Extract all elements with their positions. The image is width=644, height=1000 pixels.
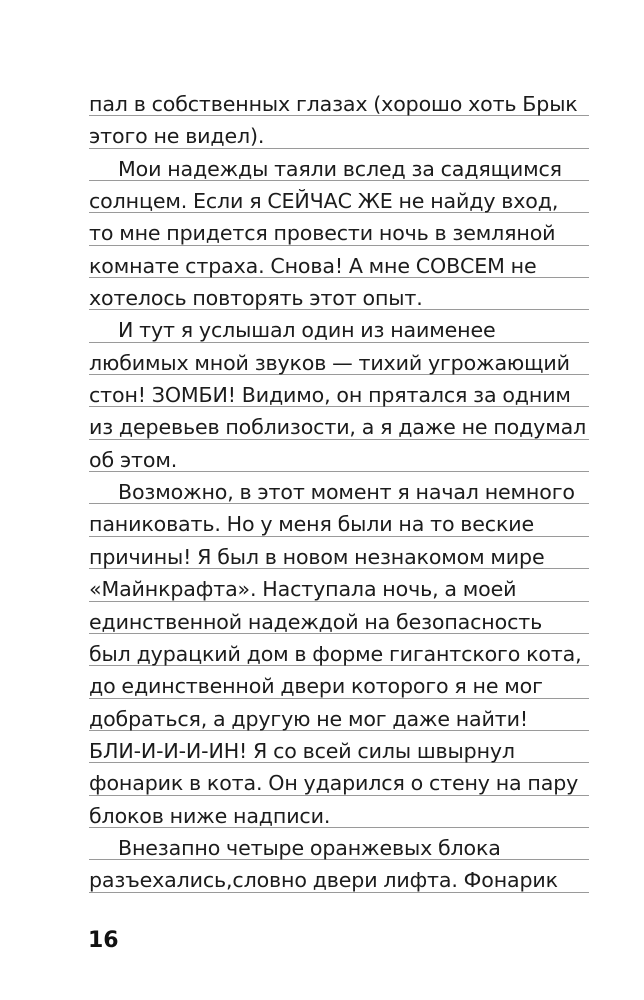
- text-line-content: из деревьев поблизости, а я даже не подумал: [89, 415, 587, 440]
- text-line-content: солнцем. Если я СЕЙЧАС ЖЕ не найду вход,: [89, 189, 559, 214]
- text-line-content: стон! ЗОМБИ! Видимо, он прятался за одним: [89, 383, 571, 408]
- text-line-content: об этом.: [89, 447, 178, 472]
- text-line-content: Внезапно четыре оранжевых блока: [118, 835, 501, 860]
- text-line: [89, 602, 589, 634]
- text-line: [89, 440, 589, 472]
- text-line: [89, 634, 589, 666]
- text-line-content: причины! Я был в новом незнакомом мире: [89, 544, 545, 569]
- text-line-content: был дурацкий дом в форме гигантского кота,: [89, 641, 582, 666]
- text-line: [89, 375, 589, 407]
- text-line: [89, 666, 589, 698]
- text-line-content: Мои надежды таяли вслед за садящимся: [118, 156, 562, 181]
- text-line: [89, 116, 589, 148]
- text-line-content: комнате страха. Снова! А мне СОВСЕМ не: [89, 253, 537, 278]
- text-line-content: БЛИ-И-И-И-ИН! Я со всей силы швырнул: [89, 738, 515, 763]
- text-line: [89, 796, 589, 828]
- page-number: 16: [88, 928, 119, 953]
- text-line: [89, 84, 589, 116]
- text-line-content: «Майнкрафта». Наступала ночь, а моей: [89, 577, 517, 602]
- text-line: [89, 407, 589, 439]
- text-line: [89, 860, 589, 892]
- text-line: [89, 246, 589, 278]
- text-line: [89, 343, 589, 375]
- text-line: [89, 699, 589, 731]
- text-line: [89, 569, 589, 601]
- text-line: [89, 472, 589, 504]
- text-line-content: добраться, а другую не мог даже найти!: [89, 706, 528, 731]
- page-text-block: [89, 84, 589, 893]
- text-line-content: блоков ниже надписи.: [89, 803, 331, 828]
- text-line-content: единственной надеждой на безопасность: [89, 609, 543, 634]
- text-line-content: Возможно, в этот момент я начал немного: [118, 480, 575, 505]
- text-line: [89, 763, 589, 795]
- text-line: [89, 149, 589, 181]
- text-line: [89, 181, 589, 213]
- text-line-content: хотелось повторять этот опыт.: [89, 286, 423, 311]
- text-line: [89, 731, 589, 763]
- text-line: [89, 537, 589, 569]
- text-line-content: разъехались,словно двери лифта. Фонарик: [89, 868, 558, 893]
- text-line: [89, 278, 589, 310]
- text-line-content: фонарик в кота. Он ударился о стену на пару: [89, 771, 579, 796]
- text-line-content: до единственной двери которого я не мог: [89, 674, 543, 699]
- text-line: [89, 828, 589, 860]
- text-line: [89, 504, 589, 536]
- text-line: [89, 213, 589, 245]
- text-line-content: паниковать. Но у меня были на то веские: [89, 512, 535, 537]
- text-line-content: И тут я услышал один из наименее: [118, 318, 496, 343]
- text-line-content: то мне придется провести ночь в земляной: [89, 221, 556, 246]
- text-line-content: любимых мной звуков — тихий угрожающий: [89, 350, 570, 375]
- text-line-content: этого не видел).: [89, 124, 265, 149]
- text-line: [89, 310, 589, 342]
- text-line-content: пал в собственных глазах (хорошо хоть Брык: [89, 92, 578, 116]
